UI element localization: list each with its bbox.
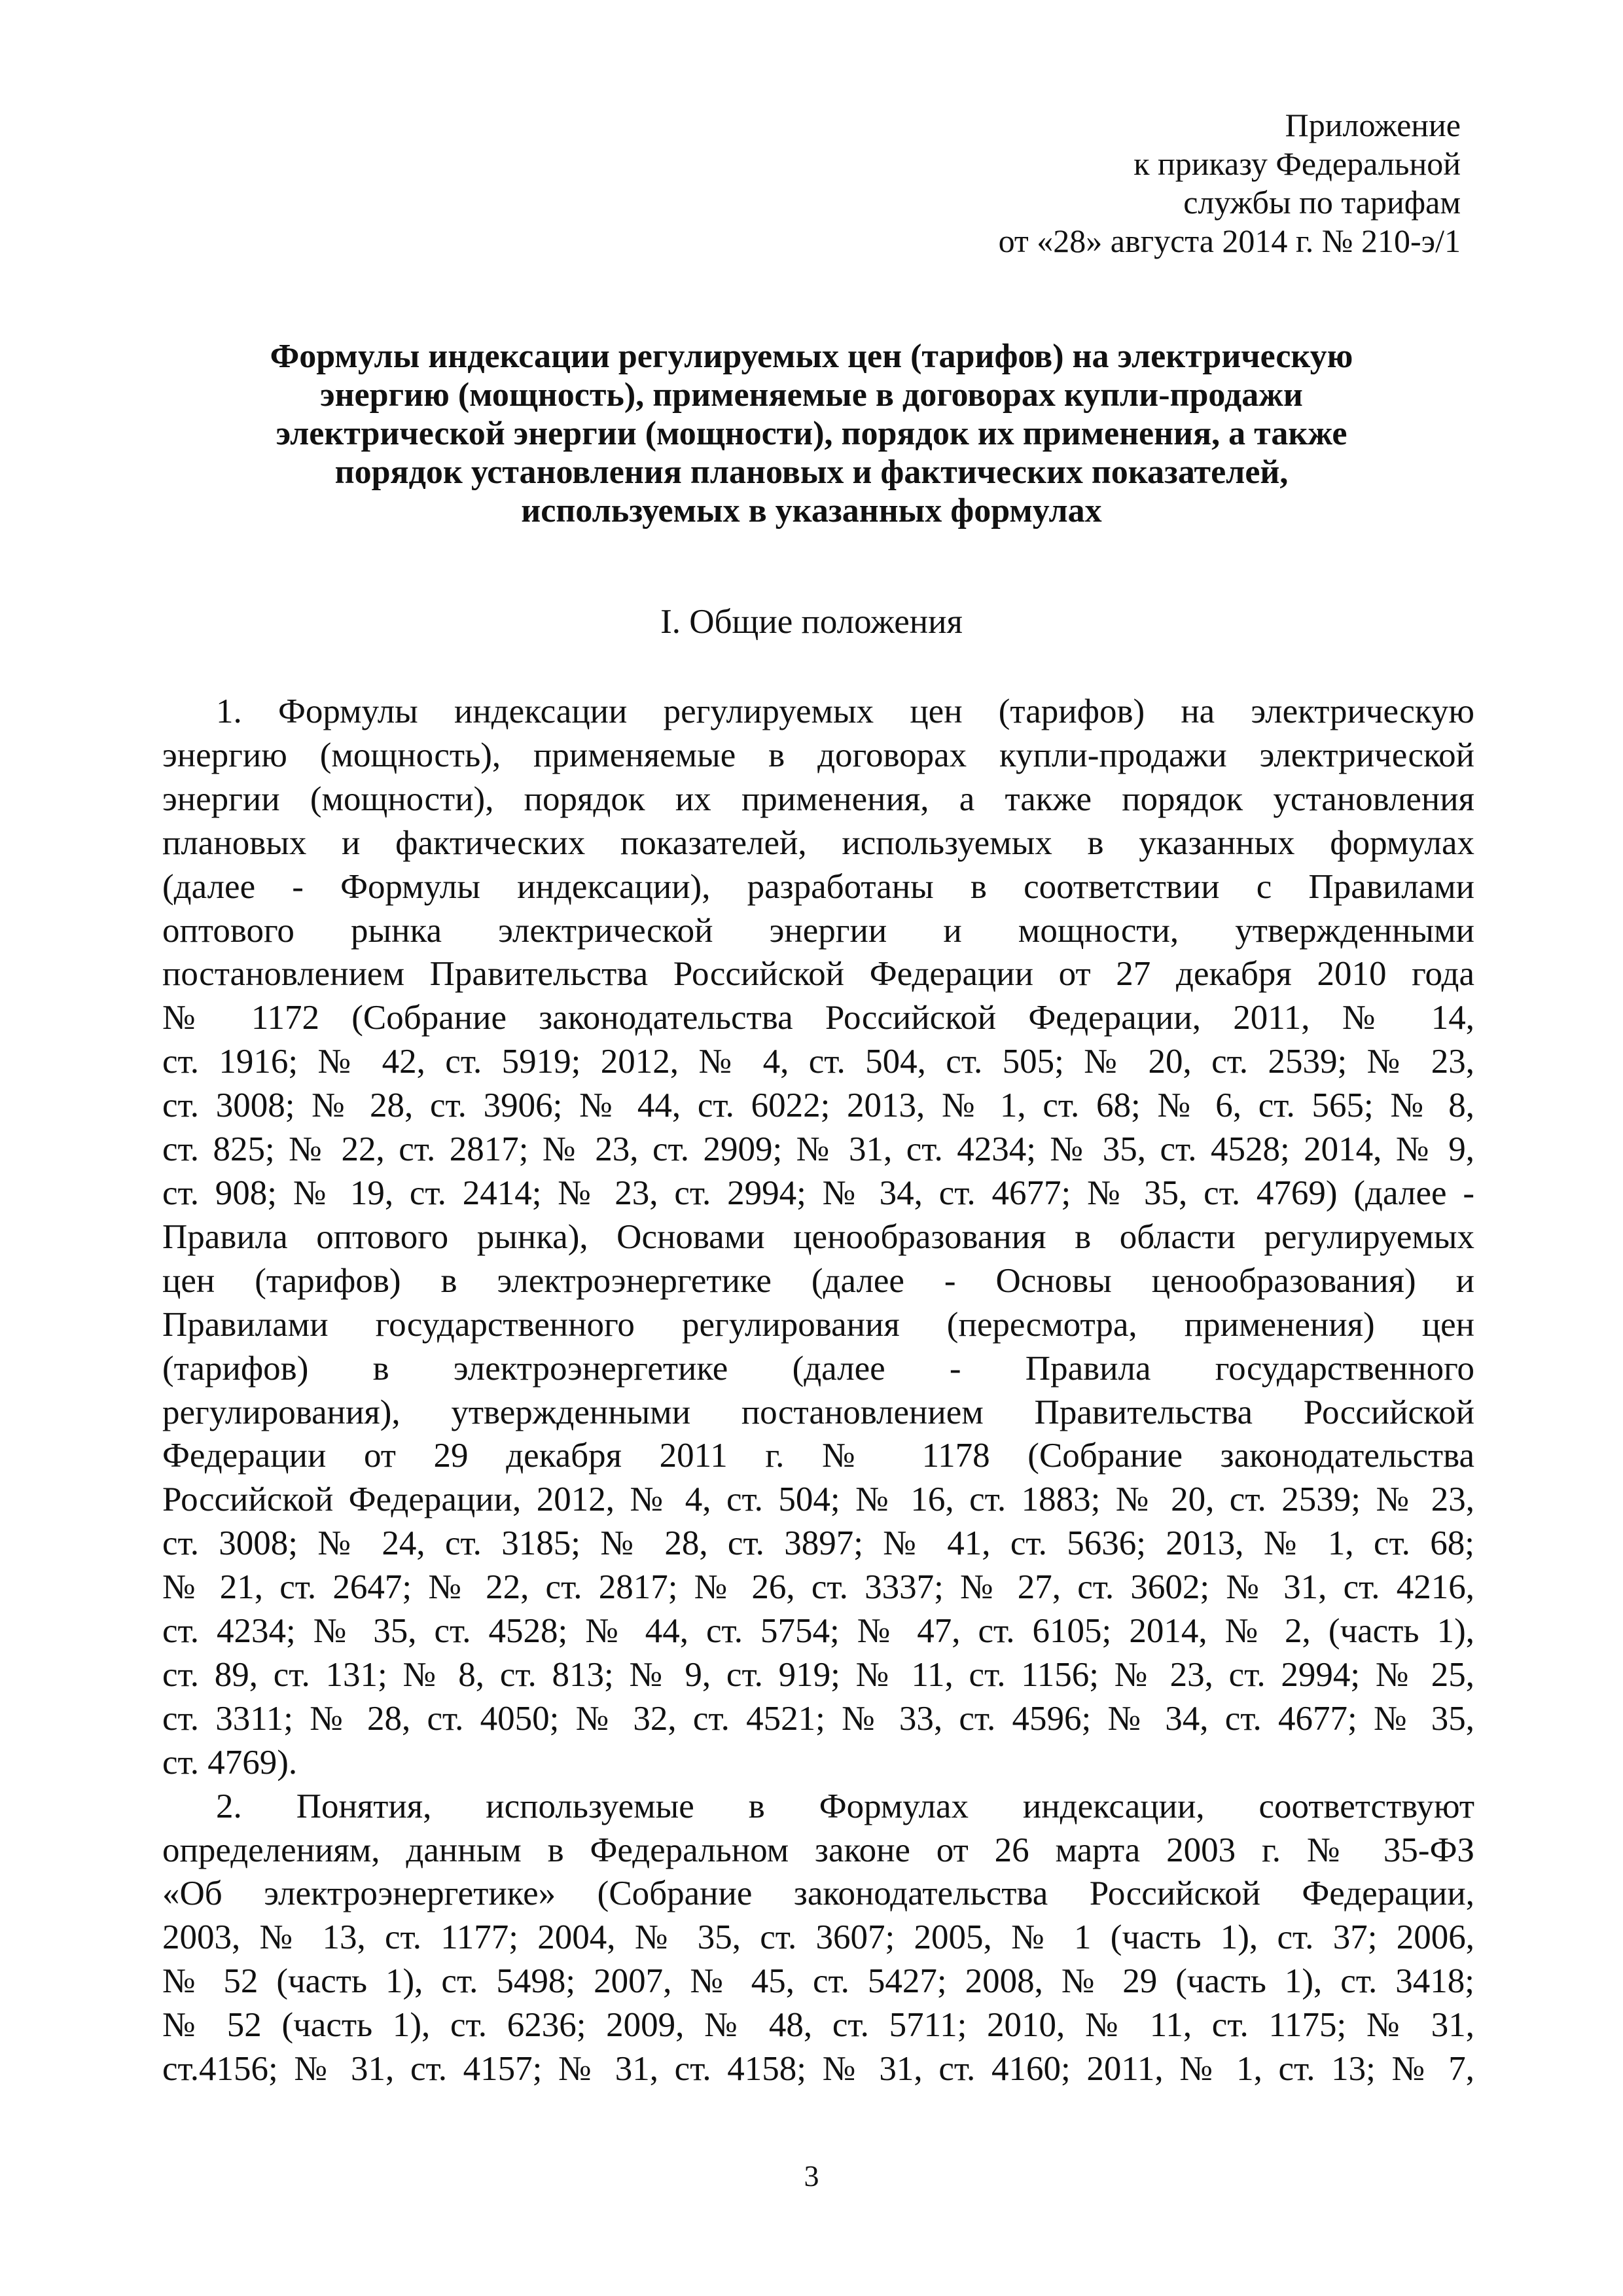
paragraph-line: ст.4156; № 31, ст. 4157; № 31, ст. 4158; № 31, ст. 4160; 2011, № 1, ст. 13; № 7, bbox=[162, 2050, 1474, 2089]
title-line: энергию (мощность), применяемые в договорах купли-продажи bbox=[320, 376, 1303, 414]
paragraph-line: оптового рынка электрической энергии и мощности, утвержденными bbox=[162, 911, 1474, 950]
appendix-line: от «28» августа 2014 г. № 210-э/1 bbox=[998, 223, 1461, 259]
paragraph-line: 1. Формулы индексации регулируемых цен (тарифов) на электрическую bbox=[216, 692, 1474, 730]
paragraph-line: цен (тарифов) в электроэнергетике (далее - Основы ценообразования) и bbox=[162, 1261, 1474, 1300]
appendix-line: Приложение bbox=[1285, 107, 1461, 143]
body-text bbox=[162, 690, 1474, 2091]
paragraph-line: ст. 89, ст. 131; № 8, ст. 813; № 9, ст. 919; № 11, ст. 1156; № 23, ст. 2994; № 25, bbox=[162, 1655, 1474, 1694]
paragraph-line: Федерации от 29 декабря 2011 г. № 1178 (Собрание законодательства bbox=[162, 1437, 1474, 1475]
title-line: электрической энергии (мощности), порядок их применения, а также bbox=[276, 415, 1347, 452]
paragraph-line: № 52 (часть 1), ст. 6236; 2009, № 48, ст. 5711; 2010, № 11, ст. 1175; № 31, bbox=[162, 2006, 1474, 2045]
paragraph-line: плановых и фактических показателей, используемых в указанных формулах bbox=[162, 823, 1474, 862]
paragraph-line: (тарифов) в электроэнергетике (далее - Правила государственного bbox=[162, 1349, 1474, 1388]
paragraph-line: № 21, ст. 2647; № 22, ст. 2817; № 26, ст. 3337; № 27, ст. 3602; № 31, ст. 4216, bbox=[162, 1568, 1474, 1607]
document-title bbox=[157, 337, 1466, 530]
appendix-line: к приказу Федеральной bbox=[1133, 145, 1461, 182]
paragraph-line: Правила оптового рынка), Основами ценообразования в области регулируемых bbox=[162, 1217, 1474, 1256]
paragraph-line: ст. 4234; № 35, ст. 4528; № 44, ст. 5754; № 47, ст. 6105; 2014, № 2, (часть 1), bbox=[162, 1612, 1474, 1651]
section-heading: I. Общие положения bbox=[660, 603, 963, 641]
paragraph-line: постановлением Правительства Российской Федерации от 27 декабря 2010 года bbox=[162, 955, 1474, 994]
paragraph-line: «Об электроэнергетике» (Собрание законодательства Российской Федерации, bbox=[162, 1874, 1474, 1913]
paragraph-line: № 52 (часть 1), ст. 5498; 2007, № 45, ст. 5427; 2008, № 29 (часть 1), ст. 3418; bbox=[162, 1962, 1474, 2001]
appendix-line: службы по тарифам bbox=[1183, 184, 1461, 221]
title-line: Формулы индексации регулируемых цен (тарифов) на электрическую bbox=[270, 338, 1353, 375]
paragraph-line: ст. 1916; № 42, ст. 5919; 2012, № 4, ст. 504, ст. 505; № 20, ст. 2539; № 23, bbox=[162, 1043, 1474, 1081]
paragraph-line: энергию (мощность), применяемые в договорах купли-продажи электрической bbox=[162, 736, 1474, 774]
paragraph-line: Правилами государственного регулирования (пересмотра, применения) цен bbox=[162, 1305, 1474, 1344]
paragraph-line: определениям, данным в Федеральном законе от 26 марта 2003 г. № 35-ФЗ bbox=[162, 1831, 1474, 1869]
paragraph-line: № 1172 (Собрание законодательства Российской Федерации, 2011, № 14, bbox=[162, 999, 1474, 1037]
paragraph-1 bbox=[162, 690, 1474, 1785]
title-line: используемых в указанных формулах bbox=[521, 492, 1102, 529]
paragraph-2 bbox=[162, 1785, 1474, 2091]
appendix-header bbox=[999, 106, 1461, 260]
paragraph-line: ст. 3008; № 28, ст. 3906; № 44, ст. 6022; 2013, № 1, ст. 68; № 6, ст. 565; № 8, bbox=[162, 1086, 1474, 1125]
title-line: порядок установления плановых и фактических показателей, bbox=[334, 454, 1289, 491]
paragraph-line: 2003, № 13, ст. 1177; 2004, № 35, ст. 3607; 2005, № 1 (часть 1), ст. 37; 2006, bbox=[162, 1918, 1474, 1957]
paragraph-line: ст. 4769). bbox=[162, 1743, 298, 1782]
paragraph-line: регулирования), утвержденными постановлением Правительства Российской bbox=[162, 1393, 1474, 1431]
paragraph-line: ст. 3311; № 28, ст. 4050; № 32, ст. 4521; № 33, ст. 4596; № 34, ст. 4677; № 35, bbox=[162, 1699, 1474, 1738]
paragraph-line: (далее - Формулы индексации), разработаны в соответствии с Правилами bbox=[162, 867, 1474, 906]
paragraph-line: ст. 3008; № 24, ст. 3185; № 28, ст. 3897; № 41, ст. 5636; 2013, № 1, ст. 68; bbox=[162, 1524, 1474, 1563]
paragraph-line: ст. 825; № 22, ст. 2817; № 23, ст. 2909; № 31, ст. 4234; № 35, ст. 4528; 2014, № 9, bbox=[162, 1130, 1474, 1169]
page-number: 3 bbox=[804, 2159, 819, 2193]
paragraph-line: ст. 908; № 19, ст. 2414; № 23, ст. 2994; № 34, ст. 4677; № 35, ст. 4769) (далее - bbox=[162, 1174, 1474, 1212]
paragraph-line: энергии (мощности), порядок их применения, а также порядок установления bbox=[162, 780, 1474, 818]
paragraph-line: Российской Федерации, 2012, № 4, ст. 504; № 16, ст. 1883; № 20, ст. 2539; № 23, bbox=[162, 1480, 1474, 1519]
paragraph-line: 2. Понятия, используемые в Формулах индексации, соответствуют bbox=[216, 1787, 1474, 1825]
